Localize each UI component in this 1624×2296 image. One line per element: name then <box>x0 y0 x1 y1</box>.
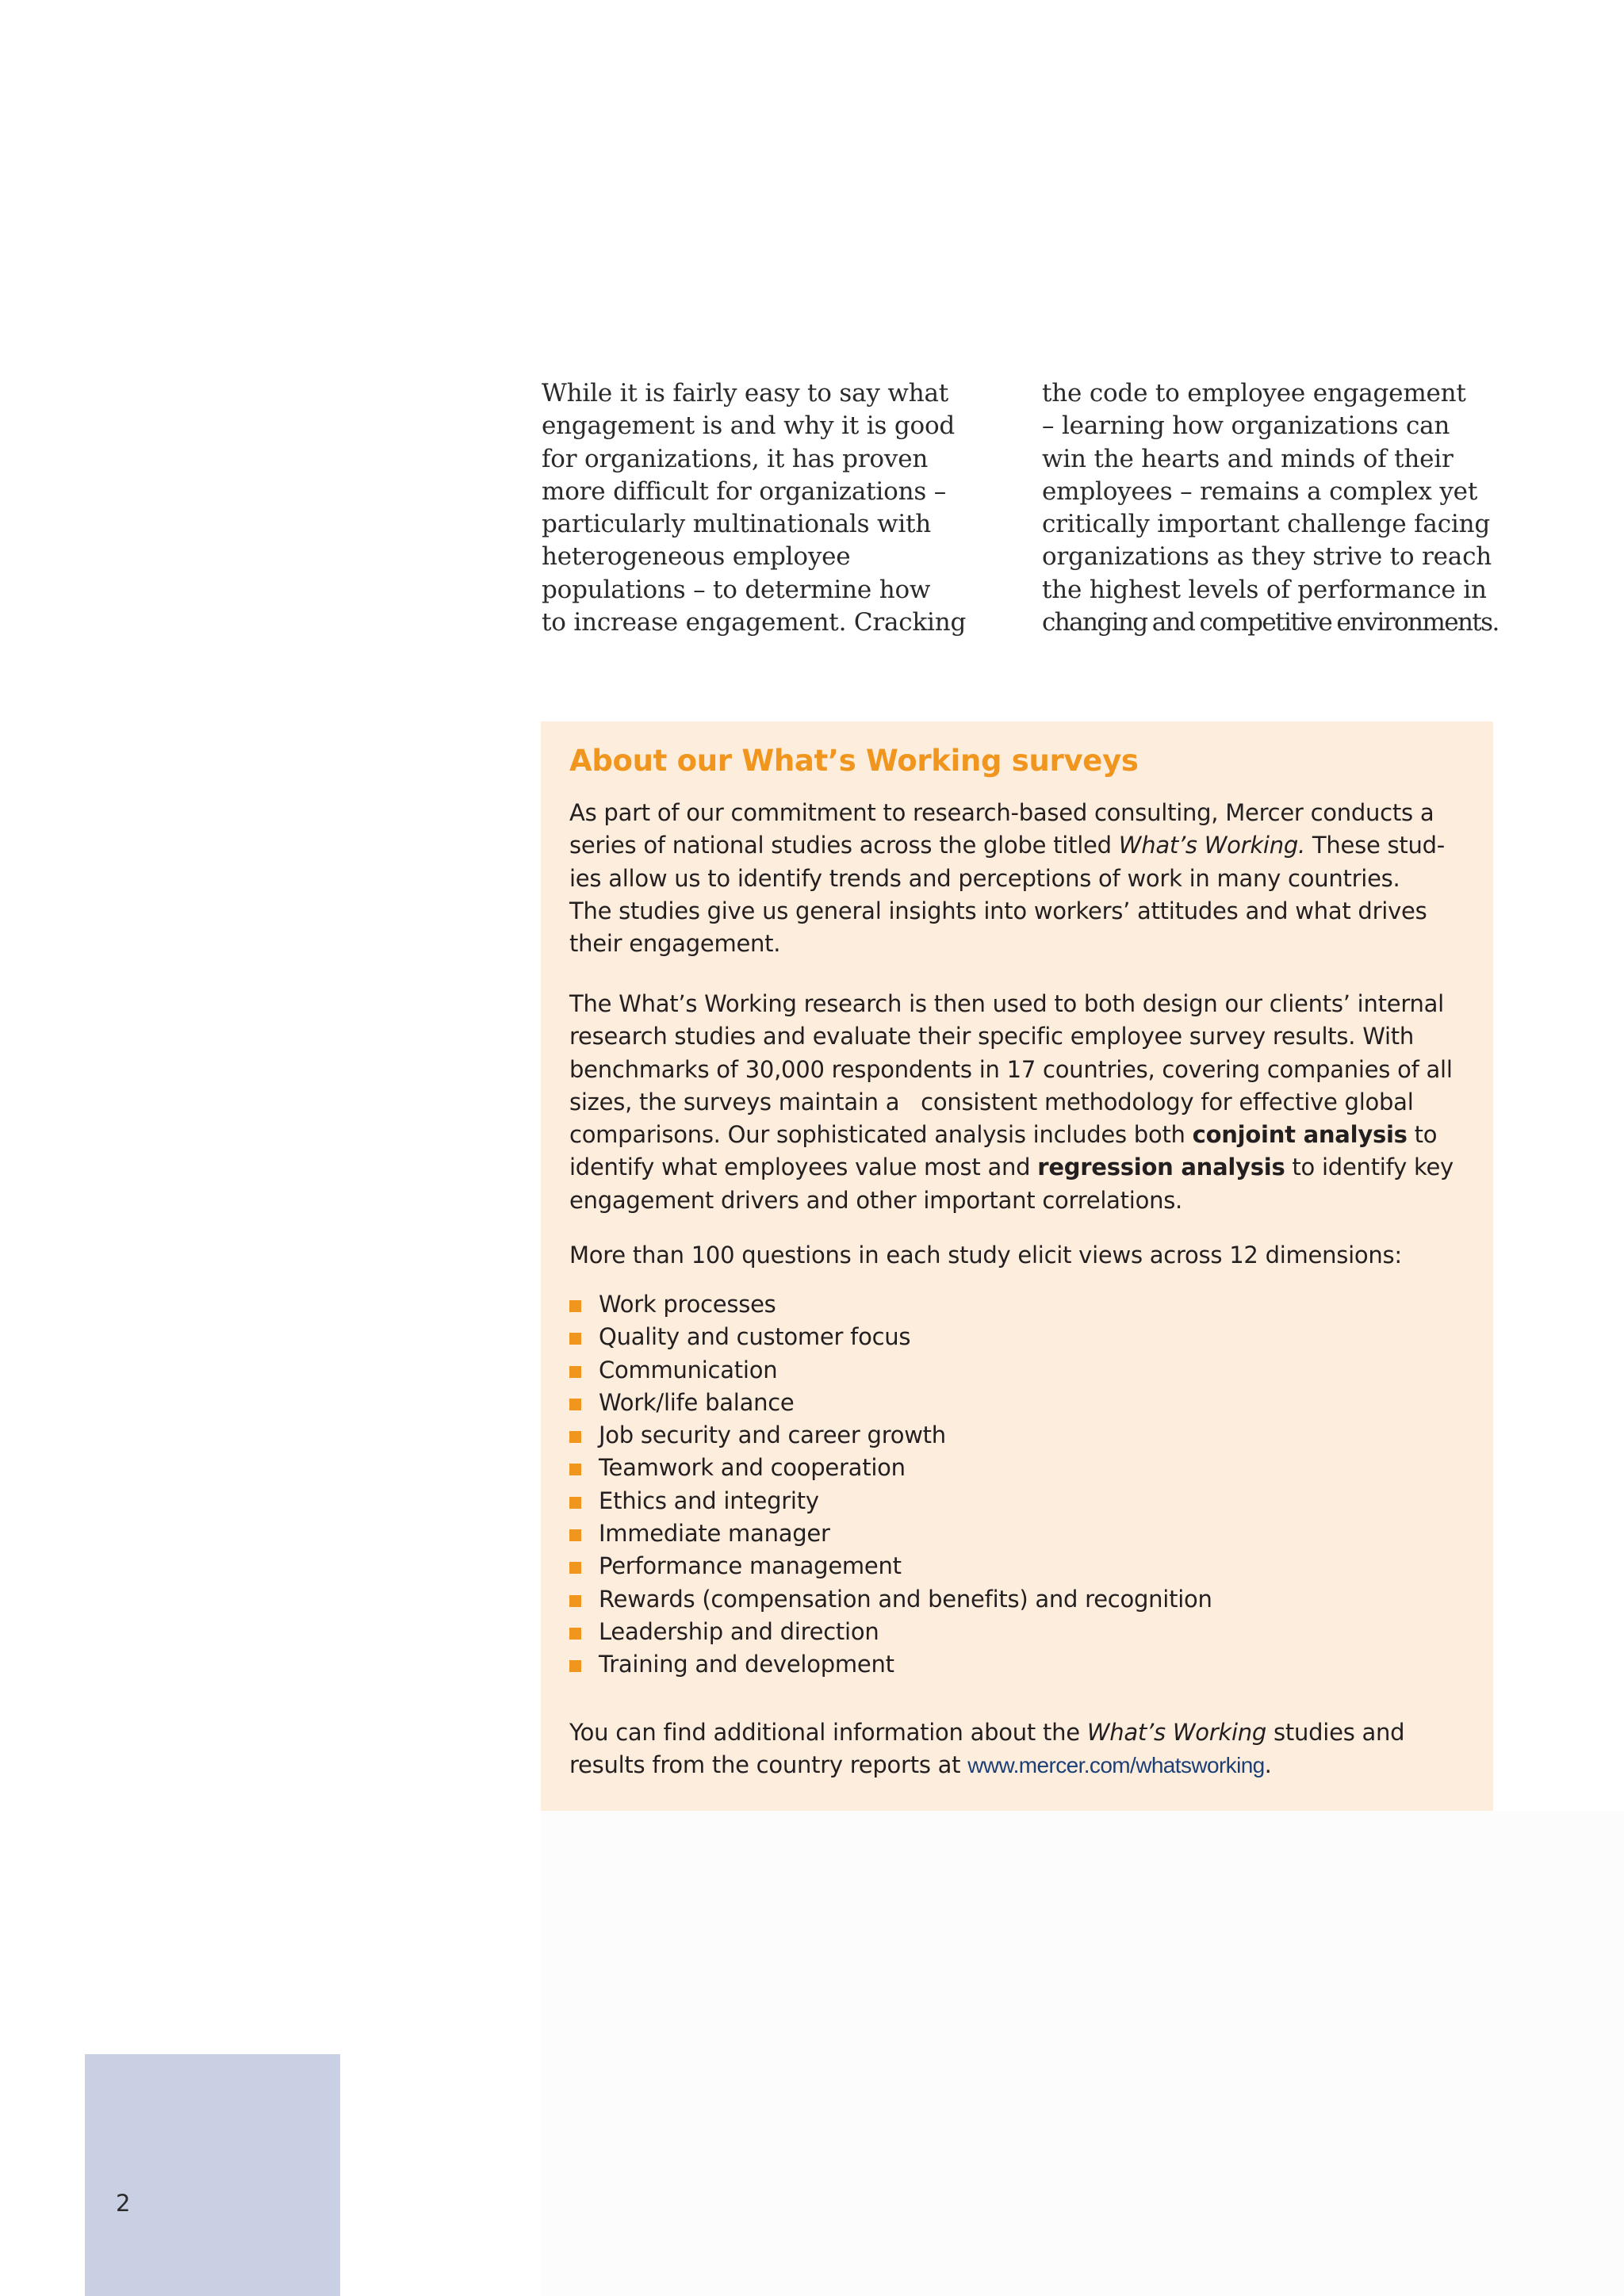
square-bullet-icon <box>569 1628 581 1640</box>
box-paragraph-research <box>569 988 1454 1217</box>
intro-line: critically important challenge facing <box>1042 510 1490 539</box>
intro-line: particularly multinationals with <box>542 510 932 539</box>
list-item <box>569 1288 1212 1321</box>
list-item <box>569 1452 1212 1484</box>
intro-line: the highest levels of performance in <box>1042 575 1487 604</box>
dimensions-list <box>569 1288 1212 1682</box>
dimension-label: Quality and customer focus <box>599 1323 911 1351</box>
text-run: These stud- <box>1304 832 1446 859</box>
list-item <box>569 1419 1212 1452</box>
text-run: You can find additional information about the <box>569 1719 1087 1746</box>
list-item <box>569 1485 1212 1517</box>
dimension-label: Job security and career growth <box>599 1422 946 1449</box>
paragraph-line: The What’s Working research is then used to both design our clients’ internal <box>569 990 1444 1017</box>
intro-line: to increase engagement. Cracking <box>542 608 967 637</box>
list-item <box>569 1648 1212 1681</box>
regression-analysis-bold: regression analysis <box>1037 1154 1285 1181</box>
paragraph-line: sizes, the surveys maintain a consistent methodology for effective global <box>569 1088 1414 1115</box>
list-item <box>569 1387 1212 1419</box>
intro-line: heterogeneous employee <box>542 542 851 572</box>
dimension-label: Communication <box>599 1356 778 1383</box>
square-bullet-icon <box>569 1660 581 1672</box>
whatsworking-link[interactable]: www.mercer.com/whatsworking <box>967 1753 1265 1778</box>
intro-line: the code to employee engagement <box>1042 379 1466 408</box>
list-item <box>569 1354 1212 1387</box>
dimension-label: Ethics and integrity <box>599 1487 819 1514</box>
intro-line: populations – to determine how <box>542 575 931 604</box>
paragraph-line: research studies and evaluate their specific employee survey results. With <box>569 1023 1415 1050</box>
paragraph-line <box>569 829 1445 862</box>
dimension-label: Work/life balance <box>599 1388 795 1416</box>
survey-name-italic: What’s Working <box>1086 1719 1267 1746</box>
list-item <box>569 1616 1212 1648</box>
box-title: About our What’s Working surveys <box>569 744 1139 778</box>
square-bullet-icon <box>569 1300 581 1312</box>
intro-line: While it is fairly easy to say what <box>542 379 949 408</box>
square-bullet-icon <box>569 1497 581 1509</box>
intro-column-left <box>542 377 966 639</box>
paragraph-line: benchmarks of 30,000 respondents in 17 countries, covering companies of all <box>569 1055 1453 1083</box>
intro-line: for organizations, it has proven <box>542 444 929 473</box>
intro-line: organizations as they strive to reach <box>1042 542 1492 572</box>
intro-line: changing and competitive environments. <box>1042 608 1499 637</box>
paragraph-line: engagement drivers and other important correlations. <box>569 1186 1183 1214</box>
dimension-label: Immediate manager <box>599 1520 830 1548</box>
intro-line: more difficult for organizations – <box>542 476 947 506</box>
square-bullet-icon <box>569 1399 581 1410</box>
paragraph-line: As part of our commitment to research-based consulting, Mercer conducts a <box>569 799 1434 826</box>
intro-line: – learning how organizations can <box>1042 411 1450 441</box>
intro-column-right <box>1042 377 1499 639</box>
list-item <box>569 1583 1212 1616</box>
paragraph-line <box>569 1749 1404 1781</box>
paragraph-line <box>569 1716 1404 1749</box>
box-paragraph-commitment <box>569 797 1445 960</box>
paragraph-line: The studies give us general insights into workers’ attitudes and what drives <box>569 897 1427 924</box>
square-bullet-icon <box>569 1333 581 1345</box>
background-shade <box>541 1811 1624 2296</box>
intro-line: employees – remains a complex yet <box>1042 476 1478 506</box>
text-run: comparisons. Our sophisticated analysis includes both <box>569 1121 1193 1149</box>
text-run: to identify key <box>1285 1154 1454 1181</box>
text-run: identify what employees value most and <box>569 1154 1038 1181</box>
paragraph-line <box>569 1119 1454 1151</box>
intro-line: engagement is and why it is good <box>542 411 956 441</box>
square-bullet-icon <box>569 1431 581 1443</box>
list-item <box>569 1550 1212 1582</box>
paragraph-line: ies allow us to identify trends and perceptions of work in many countries. <box>569 864 1400 892</box>
page-number: 2 <box>116 2190 131 2217</box>
text-run: . <box>1264 1751 1272 1779</box>
page-number-tab <box>85 2054 340 2296</box>
text-run: results from the country reports at <box>569 1751 968 1779</box>
whats-working-sidebar-box <box>541 721 1493 1811</box>
dimension-label: Work processes <box>599 1291 776 1318</box>
box-paragraph-more-info <box>569 1716 1404 1782</box>
survey-name-italic: What’s Working. <box>1118 832 1305 859</box>
square-bullet-icon <box>569 1464 581 1475</box>
paragraph-line <box>569 1151 1454 1184</box>
dimension-label: Teamwork and cooperation <box>599 1454 906 1482</box>
list-item <box>569 1517 1212 1550</box>
dimension-label: Training and development <box>599 1651 894 1678</box>
square-bullet-icon <box>569 1366 581 1378</box>
paragraph-line: their engagement. <box>569 930 781 958</box>
text-run: to <box>1407 1121 1438 1149</box>
dimension-label: Leadership and direction <box>599 1617 879 1645</box>
square-bullet-icon <box>569 1595 581 1607</box>
text-run: series of national studies across the globe titled <box>569 832 1119 859</box>
list-item <box>569 1321 1212 1353</box>
square-bullet-icon <box>569 1529 581 1541</box>
square-bullet-icon <box>569 1562 581 1574</box>
dimension-label: Rewards (compensation and benefits) and recognition <box>599 1585 1212 1613</box>
conjoint-analysis-bold: conjoint analysis <box>1192 1121 1408 1149</box>
intro-line: win the hearts and minds of their <box>1042 444 1454 473</box>
box-paragraph-dimensions-intro: More than 100 questions in each study elicit views across 12 dimensions: <box>569 1242 1402 1269</box>
text-run: studies and <box>1266 1719 1405 1746</box>
dimension-label: Performance management <box>599 1552 902 1580</box>
